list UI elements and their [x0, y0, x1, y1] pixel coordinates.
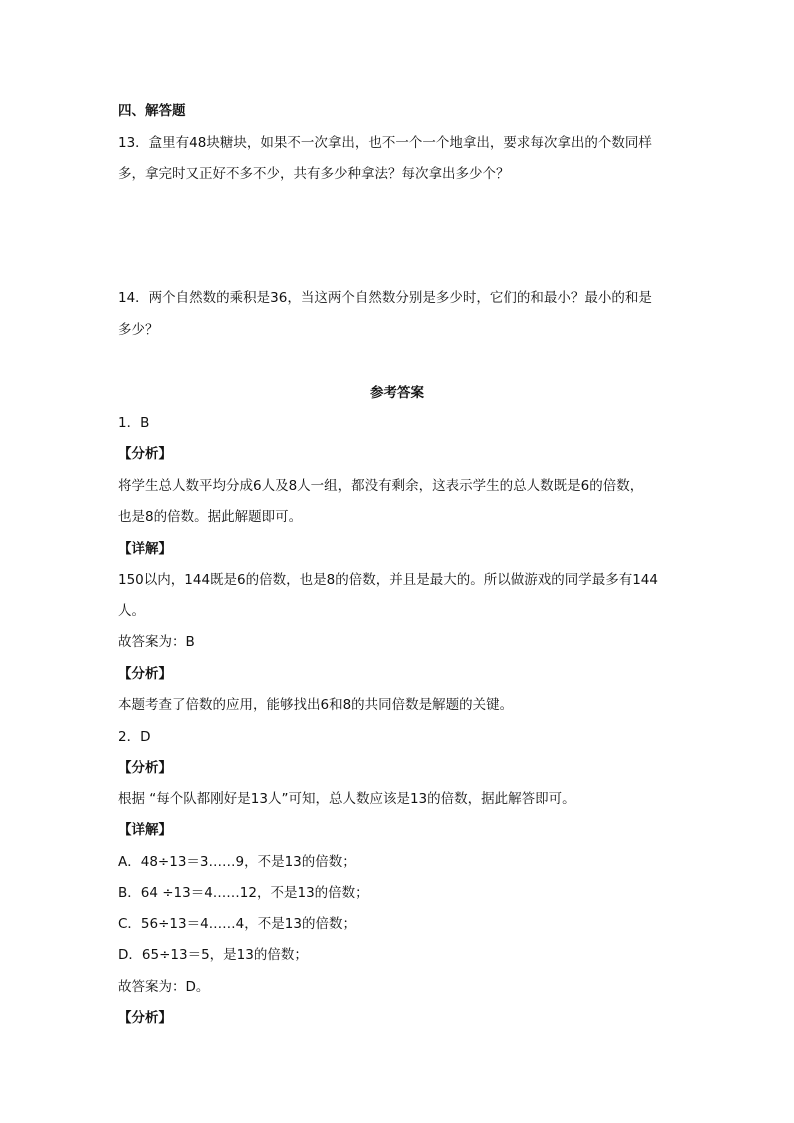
answer-1-final: 故答案为：B: [118, 634, 195, 650]
question-13-line-1: 13．盒里有48块糖块，如果不一次拿出，也不一个一个地拿出，要求每次拿出的个数同样: [118, 135, 652, 151]
answer-1-analysis-label: 【分析】: [118, 446, 172, 462]
answer-1-review-label: 【分析】: [118, 666, 172, 682]
answer-1-detail-line-2: 人。: [118, 603, 145, 619]
answer-1-detail-line-1: 150以内，144既是6的倍数，也是8的倍数，并且是最大的。所以做游戏的同学最多有144: [118, 572, 658, 588]
answer-2-option-c: C．56÷13＝4……4，不是13的倍数；: [118, 916, 356, 932]
answer-2-analysis: 根据 “每个队都刚好是13人”可知，总人数应该是13的倍数，据此解答即可。: [118, 791, 576, 807]
section-heading: 四、解答题: [118, 103, 186, 119]
question-13-line-2: 多，拿完时又正好不多不少，共有多少种拿法？每次拿出多少个？: [118, 166, 510, 182]
answer-title: 参考答案: [370, 385, 424, 401]
answer-2-head: 2．D: [118, 729, 151, 745]
question-14-line-2: 多少？: [118, 322, 159, 338]
answer-2-analysis-label: 【分析】: [118, 760, 172, 776]
answer-1-head: 1．B: [118, 415, 150, 431]
answer-2-option-b: B．64 ÷13＝4……12，不是13的倍数；: [118, 885, 369, 901]
question-14-line-1: 14．两个自然数的乘积是36，当这两个自然数分别是多少时，它们的和最小？最小的和是: [118, 290, 652, 306]
answer-1-analysis-line-2: 也是8的倍数。据此解题即可。: [118, 509, 303, 525]
answer-2-review-label: 【分析】: [118, 1010, 172, 1026]
answer-2-option-d: D．65÷13＝5，是13的倍数；: [118, 947, 308, 963]
answer-1-analysis-line-1: 将学生总人数平均分成6人及8人一组，都没有剩余，这表示学生的总人数既是6的倍数，: [118, 478, 644, 494]
answer-1-detail-label: 【详解】: [118, 541, 172, 557]
answer-1-review: 本题考查了倍数的应用，能够找出6和8的共同倍数是解题的关键。: [118, 697, 514, 713]
answer-2-detail-label: 【详解】: [118, 822, 172, 838]
answer-2-final: 故答案为：D。: [118, 979, 210, 995]
answer-2-option-a: A．48÷13＝3……9，不是13的倍数；: [118, 854, 356, 870]
